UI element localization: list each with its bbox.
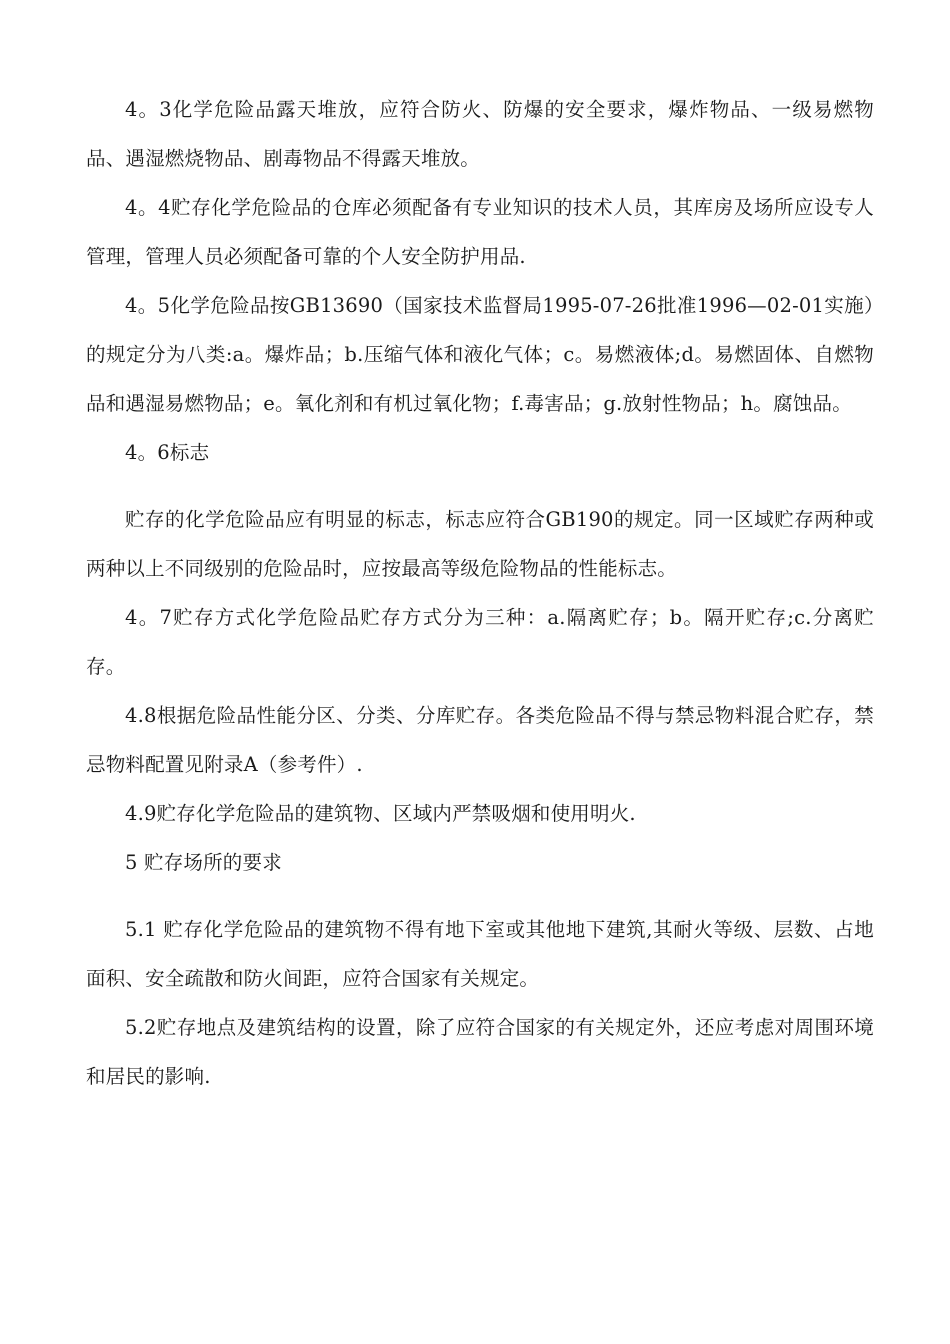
paragraph-5-1: 5.1 贮存化学危险品的建筑物不得有地下室或其他地下建筑,其耐火等级、层数、占地面积、安全疏散和防火间距，应符合国家有关规定。 [86, 918, 874, 990]
heading-4-6: 4。6标志 [125, 441, 210, 464]
paragraph-4-4: 4。4贮存化学危险品的仓库必须配备有专业知识的技术人员，其库房及场所应设专人管理，管理人员必须配备可靠的个人安全防护用品. [86, 196, 874, 268]
paragraph-4-6-body: 贮存的化学危险品应有明显的标志，标志应符合GB190的规定。同一区域贮存两种或两种以上不同级别的危险品时，应按最高等级危险物品的性能标志。 [86, 508, 874, 580]
document-page [86, 85, 874, 1101]
heading-5: 5 贮存场所的要求 [125, 851, 282, 874]
paragraph-4-5: 4。5化学危险品按GB13690（国家技术监督局1995-07-26批准1996—02-01实施）的规定分为八类:a。爆炸品；b.压缩气体和液化气体；c。易燃液体;d。易燃固体、自燃物品和遇湿易燃物品；e。氧化剂和有机过氧化物；f.毒害品；g.放射性物品；h。腐蚀品。 [86, 294, 874, 415]
paragraph-4-8: 4.8根据危险品性能分区、分类、分库贮存。各类危险品不得与禁忌物料混合贮存，禁忌物料配置见附录A（参考件）. [86, 704, 874, 776]
paragraph-4-9: 4.9贮存化学危险品的建筑物、区域内严禁吸烟和使用明火. [125, 802, 636, 825]
paragraph-4-7: 4。7贮存方式化学危险品贮存方式分为三种：a.隔离贮存；b。隔开贮存;c.分离贮存。 [86, 606, 874, 678]
paragraph-4-3: 4。3化学危险品露天堆放，应符合防火、防爆的安全要求，爆炸物品、一级易燃物品、遇湿燃烧物品、剧毒物品不得露天堆放。 [86, 98, 874, 170]
paragraph-5-2: 5.2贮存地点及建筑结构的设置，除了应符合国家的有关规定外，还应考虑对周围环境和居民的影响. [86, 1016, 874, 1088]
